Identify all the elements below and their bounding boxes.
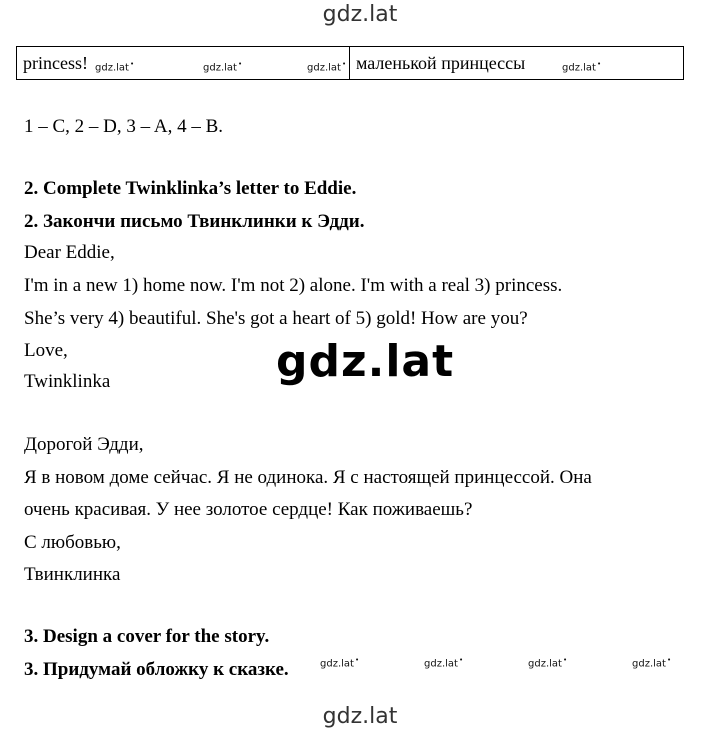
table-cell-english (17, 47, 350, 80)
vocabulary-table (16, 46, 684, 80)
letter-en-line: Love, (24, 340, 68, 361)
task2-title-ru: 2. Закончи письмо Твинклинки к Эдди. (24, 211, 365, 232)
answers-line: 1 – C, 2 – D, 3 – A, 4 – B. (24, 116, 223, 137)
table-row (17, 47, 684, 80)
watermark-small: gdz.lat • (528, 656, 567, 669)
letter-en-line: Dear Eddie, (24, 242, 115, 263)
task3-title-ru: 3. Придумай обложку к сказке. (24, 659, 289, 680)
letter-ru-line: С любовью, (24, 532, 121, 553)
letter-ru-line: Твинклинка (24, 564, 121, 585)
russian-word: маленькой принцессы (356, 52, 526, 73)
english-word: princess! (23, 52, 88, 73)
watermark-small: gdz.lat • (424, 656, 463, 669)
watermark-top: gdz.lat (322, 2, 398, 27)
watermark-small: gdz.lat • (203, 60, 242, 73)
watermark-small: gdz.lat • (307, 60, 346, 73)
watermark-small: gdz.lat • (320, 656, 359, 669)
watermark-small: gdz.lat • (562, 60, 601, 73)
watermark-bottom: gdz.lat (322, 704, 398, 729)
letter-ru-line: Я в новом доме сейчас. Я не одинока. Я с настоящей принцессой. Она (24, 467, 592, 488)
task2-title-en: 2. Complete Twinklinka’s letter to Eddie. (24, 178, 357, 199)
letter-en-line: I'm in a new 1) home now. I'm not 2) alone. I'm with a real 3) princess. (24, 275, 563, 296)
watermark-small: gdz.lat • (632, 656, 671, 669)
watermark-small: gdz.lat • (95, 60, 134, 73)
watermark-center: gdz.lat (276, 336, 455, 387)
letter-ru-line: Дорогой Эдди, (24, 434, 144, 455)
letter-en-line: Twinklinka (24, 371, 111, 392)
letter-ru-line: очень красивая. У нее золотое сердце! Как поживаешь? (24, 499, 473, 520)
letter-en-line: She’s very 4) beautiful. She's got a heart of 5) gold! How are you? (24, 308, 528, 329)
task3-title-en: 3. Design a cover for the story. (24, 626, 270, 647)
table-cell-russian (350, 47, 684, 80)
